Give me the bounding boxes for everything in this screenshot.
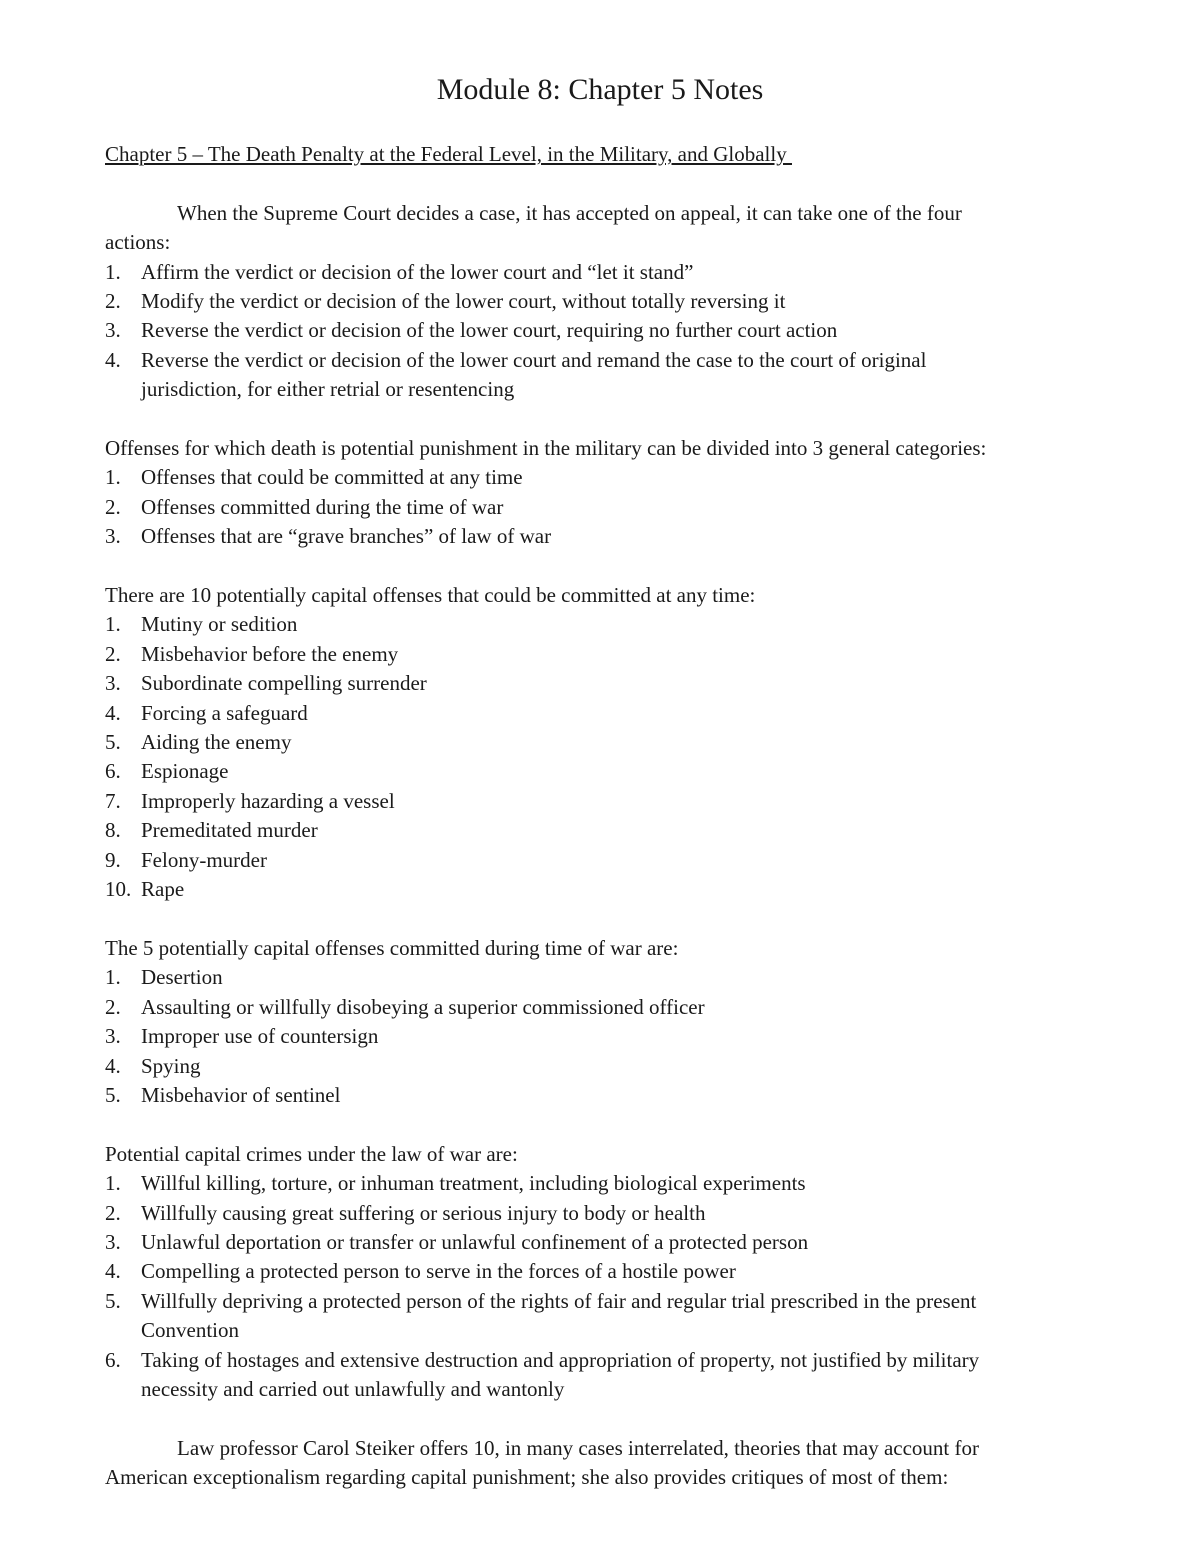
list-item-number: 8. xyxy=(105,818,121,843)
list-item xyxy=(105,1346,1105,1405)
list-item-number: 4. xyxy=(105,347,121,372)
list-item xyxy=(105,1287,1105,1346)
list-item-number: 4. xyxy=(105,700,121,725)
list-item xyxy=(105,1169,1105,1198)
list-item-number: 1. xyxy=(105,612,121,637)
list-item-text: Compelling a protected person to serve in the forces of a hostile power xyxy=(141,1259,736,1284)
page-title: Module 8: Chapter 5 Notes xyxy=(436,73,764,106)
list-item-text: Offenses that could be committed at any time xyxy=(141,465,523,490)
list-item xyxy=(105,875,1105,904)
law-of-war-list xyxy=(105,1169,1105,1404)
list-item-number: 2. xyxy=(105,641,121,666)
list-item-number: 7. xyxy=(105,788,121,813)
list-item-text: Espionage xyxy=(141,759,229,784)
list-item xyxy=(105,258,1105,287)
list-item xyxy=(105,1228,1105,1257)
list-item xyxy=(105,669,1105,698)
list-item-number: 1. xyxy=(105,259,121,284)
document-body xyxy=(105,140,1105,1493)
list-item-number: 3. xyxy=(105,524,121,549)
list-item-number: 4. xyxy=(105,1053,121,1078)
list-item-number: 5. xyxy=(105,1288,121,1313)
list-item-number: 1. xyxy=(105,965,121,990)
spacer xyxy=(105,905,1105,934)
list-item-number: 9. xyxy=(105,847,121,872)
list-item-text: Premeditated murder xyxy=(141,818,318,843)
list-item xyxy=(105,463,1105,492)
list-item-text: Reverse the verdict or decision of the lower court and remand the case to the court of original xyxy=(141,347,927,372)
list-item xyxy=(105,493,1105,522)
list-item-text: jurisdiction, for either retrial or resentencing xyxy=(141,377,515,402)
list-item-text: Willful killing, torture, or inhuman treatment, including biological experiments xyxy=(141,1171,806,1196)
list-item-number: 5. xyxy=(105,730,121,755)
closing-line-2: American exceptionalism regarding capital punishment; she also provides critiques of most of them: xyxy=(105,1465,949,1490)
list-item xyxy=(105,963,1105,992)
list-item-text: Spying xyxy=(141,1053,201,1078)
list-item-text: Misbehavior before the enemy xyxy=(141,641,399,666)
list-item-number: 1. xyxy=(105,465,121,490)
list-item-number: 6. xyxy=(105,1347,121,1372)
list-item-text: Assaulting or willfully disobeying a superior commissioned officer xyxy=(141,994,705,1019)
list-item xyxy=(105,287,1105,316)
intro-line-1: When the Supreme Court decides a case, it has accepted on appeal, it can take one of the four xyxy=(177,200,962,225)
spacer xyxy=(105,405,1105,434)
war-offenses-list xyxy=(105,963,1105,1110)
list-item xyxy=(105,522,1105,551)
list-item-text: necessity and carried out unlawfully and wantonly xyxy=(141,1376,565,1401)
list-item-number: 3. xyxy=(105,318,121,343)
list-item-number: 4. xyxy=(105,1259,121,1284)
war-heading: The 5 potentially capital offenses committed during time of war are: xyxy=(105,935,679,960)
list-item xyxy=(105,1081,1105,1110)
list-item-text: Mutiny or sedition xyxy=(141,612,298,637)
list-item-text: Forcing a safeguard xyxy=(141,700,308,725)
list-item xyxy=(105,757,1105,786)
spacer xyxy=(105,1110,1105,1139)
list-item-number: 3. xyxy=(105,1024,121,1049)
list-item-text: Desertion xyxy=(141,965,223,990)
list-item xyxy=(105,993,1105,1022)
list-item-text: Modify the verdict or decision of the lower court, without totally reversing it xyxy=(141,289,786,314)
list-item-text: Affirm the verdict or decision of the lower court and “let it stand” xyxy=(141,259,694,284)
list-item-text: Aiding the enemy xyxy=(141,730,292,755)
law-of-war-heading: Potential capital crimes under the law of war are: xyxy=(105,1141,518,1166)
list-item-number: 3. xyxy=(105,1229,121,1254)
list-item xyxy=(105,787,1105,816)
anytime-offenses-list xyxy=(105,610,1105,904)
list-item-text: Improperly hazarding a vessel xyxy=(141,788,395,813)
list-item-text: Rape xyxy=(141,877,185,902)
list-item xyxy=(105,346,1105,405)
list-item-number: 2. xyxy=(105,494,121,519)
list-item-number: 1. xyxy=(105,1171,121,1196)
list-item xyxy=(105,1052,1105,1081)
list-item-text: Reverse the verdict or decision of the lower court, requiring no further court action xyxy=(141,318,838,343)
list-item xyxy=(105,316,1105,345)
list-item xyxy=(105,610,1105,639)
list-item-number: 6. xyxy=(105,759,121,784)
list-item-text: Misbehavior of sentinel xyxy=(141,1082,341,1107)
spacer xyxy=(105,552,1105,581)
list-item-number: 5. xyxy=(105,1082,121,1107)
categories-heading: Offenses for which death is potential punishment in the military can be divided into 3 general categories: xyxy=(105,436,987,461)
list-item xyxy=(105,1257,1105,1286)
list-item-number: 2. xyxy=(105,994,121,1019)
list-item-text: Subordinate compelling surrender xyxy=(141,671,427,696)
list-item-text: Offenses committed during the time of war xyxy=(141,494,504,519)
list-item xyxy=(105,728,1105,757)
intro-line-2: actions: xyxy=(105,230,171,255)
spacer xyxy=(105,1404,1105,1433)
list-item-text: Willfully causing great suffering or serious injury to body or health xyxy=(141,1200,706,1225)
spacer xyxy=(105,169,1105,198)
list-item-number: 3. xyxy=(105,671,121,696)
list-item xyxy=(105,699,1105,728)
list-item-text: Felony-murder xyxy=(141,847,267,872)
closing-line-1: Law professor Carol Steiker offers 10, in many cases interrelated, theories that may account for xyxy=(177,1435,979,1460)
list-item-text: Taking of hostages and extensive destruction and appropriation of property, not justified by military xyxy=(141,1347,980,1372)
categories-list xyxy=(105,463,1105,551)
list-item xyxy=(105,1199,1105,1228)
list-item-number: 10. xyxy=(105,877,132,902)
list-item-text: Improper use of countersign xyxy=(141,1024,379,1049)
anytime-heading: There are 10 potentially capital offenses that could be committed at any time: xyxy=(105,583,756,608)
list-item xyxy=(105,640,1105,669)
list-item-number: 2. xyxy=(105,1200,121,1225)
list-item-text: Willfully depriving a protected person of the rights of fair and regular trial prescribed in the present xyxy=(141,1288,977,1313)
chapter-subtitle: Chapter 5 – The Death Penalty at the Federal Level, in the Military, and Globally xyxy=(105,142,792,166)
list-item xyxy=(105,1022,1105,1051)
list-item xyxy=(105,846,1105,875)
list-item-number: 2. xyxy=(105,289,121,314)
list-item-text: Unlawful deportation or transfer or unlawful confinement of a protected person xyxy=(141,1229,809,1254)
list-item-text: Convention xyxy=(141,1318,239,1343)
actions-list xyxy=(105,258,1105,405)
list-item xyxy=(105,816,1105,845)
list-item-text: Offenses that are “grave branches” of law of war xyxy=(141,524,552,549)
